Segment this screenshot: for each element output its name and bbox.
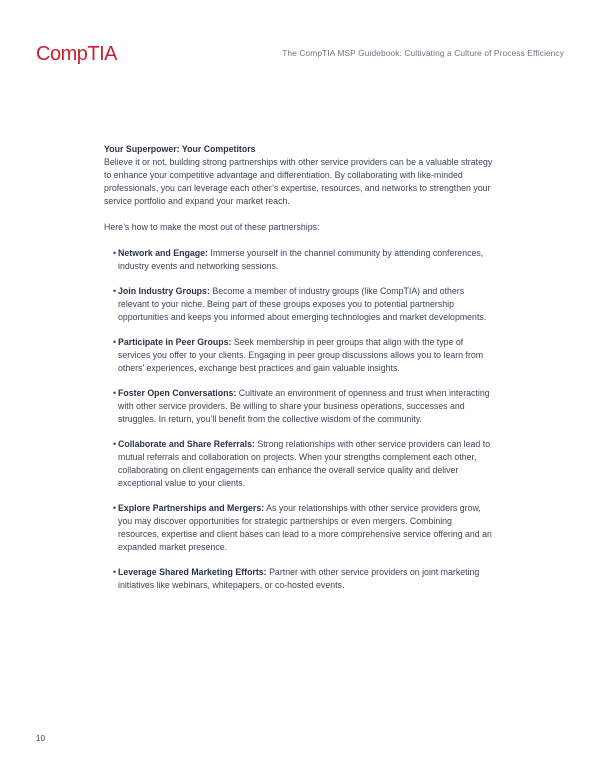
list-item <box>104 247 494 273</box>
comptia-logo: CompTIA <box>36 43 117 65</box>
item-term: Join Industry Groups: <box>118 286 210 296</box>
list-item <box>104 566 494 592</box>
list-item <box>104 336 494 375</box>
item-text: As your relationships with other service providers grow, you may discover opportunities for strategic partnerships or even mergers. Combining resources, expertise and client bases can lead to a more comprehensive service offering and an expanded market presence. <box>118 503 492 552</box>
item-text: Become a member of industry groups (like CompTIA) and others relevant to your niche. Being part of these groups exposes you to potential partnership opportunities and keeps you informed about emerging technologies and market developments. <box>118 286 487 322</box>
item-term: Collaborate and Share Referrals: <box>118 439 255 449</box>
page-number: 10 <box>36 734 45 743</box>
list-item <box>104 285 494 324</box>
bullet: • <box>113 337 117 347</box>
item-term: Leverage Shared Marketing Efforts: <box>118 567 267 577</box>
bullet: • <box>113 567 117 577</box>
main-content <box>104 143 494 604</box>
list-item <box>104 502 494 554</box>
bullet: • <box>113 439 117 449</box>
item-term: Explore Partnerships and Mergers: <box>118 503 265 513</box>
list-item <box>104 387 494 426</box>
list-item <box>104 438 494 490</box>
section-paragraph: Believe it or not, building strong partnerships with other service providers can be a valuable strategy to enhance your competitive advantage and differentiation. By collaborating with like-minded professionals, you can leverage each other’s expertise, resources, and networks to strengthen your service portfolio and expand your market reach. <box>104 157 493 206</box>
item-term: Foster Open Conversations: <box>118 388 237 398</box>
partnership-tips-list <box>104 247 494 592</box>
item-term: Network and Engage: <box>118 248 208 258</box>
item-text: Cultivate an environment of openness and trust when interacting with other service providers. Be willing to share your business operations, successes and struggles. In return, you’ll benefit from the collective wisdom of the community. <box>118 388 490 424</box>
item-text: Partner with other service providers on joint marketing initiatives like webinars, whitepapers, or co-hosted events. <box>118 567 480 590</box>
partnerships-intro: Here’s how to make the most out of these partnerships: <box>104 222 320 232</box>
item-text: Seek membership in peer groups that align with the type of services you offer to your clients. Engaging in peer group discussions allows you to learn from others’ experiences, exchange best practices and gain valuable insights. <box>118 337 484 373</box>
item-text: Immerse yourself in the channel community by attending conferences, industry events and networking sessions. <box>118 248 484 271</box>
bullet: • <box>113 286 117 296</box>
item-term: Participate in Peer Groups: <box>118 337 232 347</box>
bullet: • <box>113 388 117 398</box>
item-text: Strong relationships with other service providers can lead to mutual referrals and collaboration on projects. When your strengths complement each other, collaborating on client engagements can enhance the overall service quality and deliver exceptional value to your clients. <box>118 439 491 488</box>
bullet: • <box>113 248 117 258</box>
bullet: • <box>113 503 117 513</box>
header-title: The CompTIA MSP Guidebook: Cultivating a Culture of Process Efficiency <box>282 48 564 58</box>
section-heading: Your Superpower: Your Competitors <box>104 144 256 154</box>
